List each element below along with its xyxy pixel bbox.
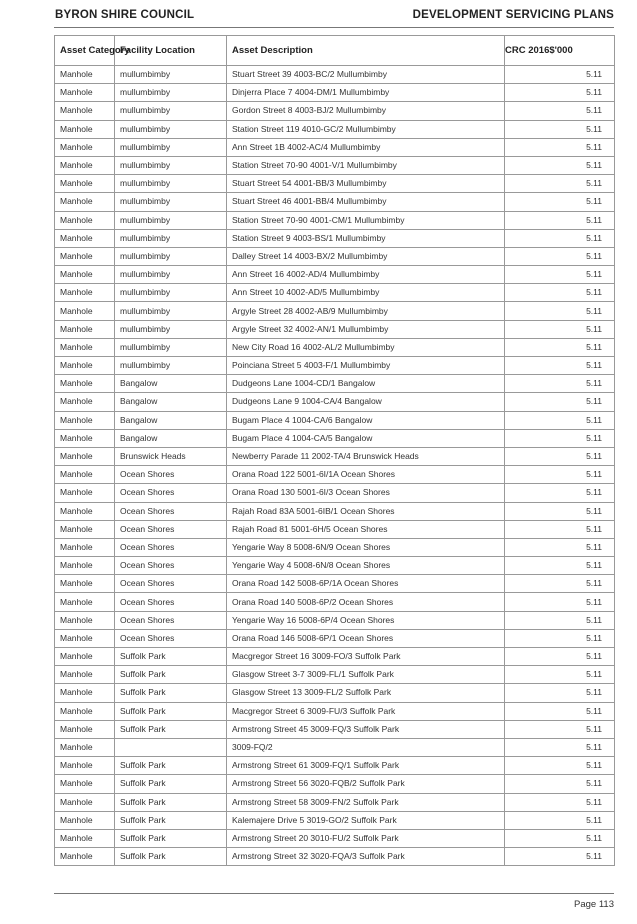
cell-crc: 5.11 (505, 702, 615, 720)
cell-location: Bangalow (115, 429, 227, 447)
table-row (55, 502, 615, 520)
cell-description: Armstrong Street 58 3009-FN/2 Suffolk Park (227, 793, 505, 811)
table-row (55, 284, 615, 302)
cell-crc: 5.11 (505, 666, 615, 684)
cell-crc: 5.11 (505, 593, 615, 611)
cell-category: Manhole (55, 84, 115, 102)
cell-category: Manhole (55, 702, 115, 720)
cell-category: Manhole (55, 466, 115, 484)
document-title: DEVELOPMENT SERVICING PLANS (412, 9, 614, 21)
cell-category: Manhole (55, 375, 115, 393)
cell-description: Macgregor Street 16 3009-FO/3 Suffolk Park (227, 648, 505, 666)
cell-description: Glasgow Street 13 3009-FL/2 Suffolk Park (227, 684, 505, 702)
cell-category: Manhole (55, 629, 115, 647)
cell-category: Manhole (55, 684, 115, 702)
cell-location: Ocean Shores (115, 611, 227, 629)
cell-crc: 5.11 (505, 393, 615, 411)
cell-location: Suffolk Park (115, 775, 227, 793)
cell-description: Rajah Road 81 5001-6H/5 Ocean Shores (227, 520, 505, 538)
cell-location: Bangalow (115, 393, 227, 411)
table-row (55, 411, 615, 429)
table-row (55, 484, 615, 502)
table-row (55, 793, 615, 811)
cell-location: mullumbimby (115, 66, 227, 84)
cell-location: Suffolk Park (115, 666, 227, 684)
cell-description: Orana Road 122 5001-6I/1A Ocean Shores (227, 466, 505, 484)
cell-crc: 5.11 (505, 757, 615, 775)
cell-description: Rajah Road 83A 5001-6IB/1 Ocean Shores (227, 502, 505, 520)
cell-description: Orana Road 146 5008-6P/1 Ocean Shores (227, 629, 505, 647)
cell-crc: 5.11 (505, 720, 615, 738)
cell-description: Kalemajere Drive 5 3019-GO/2 Suffolk Park (227, 811, 505, 829)
cell-description: Orana Road 140 5008-6P/2 Ocean Shores (227, 593, 505, 611)
cell-description: Poinciana Street 5 4003-F/1 Mullumbimby (227, 357, 505, 375)
cell-category: Manhole (55, 411, 115, 429)
cell-location: mullumbimby (115, 175, 227, 193)
cell-location: mullumbimby (115, 266, 227, 284)
cell-crc: 5.11 (505, 793, 615, 811)
cell-crc: 5.11 (505, 848, 615, 866)
cell-crc: 5.11 (505, 429, 615, 447)
cell-crc: 5.11 (505, 120, 615, 138)
cell-crc: 5.11 (505, 611, 615, 629)
table-row (55, 811, 615, 829)
cell-category: Manhole (55, 538, 115, 556)
cell-location: mullumbimby (115, 84, 227, 102)
cell-category: Manhole (55, 102, 115, 120)
table-row (55, 302, 615, 320)
cell-crc: 5.11 (505, 502, 615, 520)
cell-location: Ocean Shores (115, 538, 227, 556)
table-row (55, 848, 615, 866)
cell-description: Argyle Street 28 4002-AB/9 Mullumbimby (227, 302, 505, 320)
cell-crc: 5.11 (505, 811, 615, 829)
table-row (55, 447, 615, 465)
cell-crc: 5.11 (505, 138, 615, 156)
cell-category: Manhole (55, 138, 115, 156)
column-header-category: Asset Category (55, 36, 115, 66)
cell-location: Suffolk Park (115, 848, 227, 866)
cell-location: mullumbimby (115, 138, 227, 156)
cell-location: mullumbimby (115, 193, 227, 211)
cell-crc: 5.11 (505, 575, 615, 593)
cell-location: mullumbimby (115, 320, 227, 338)
cell-crc: 5.11 (505, 629, 615, 647)
cell-crc: 5.11 (505, 338, 615, 356)
cell-crc: 5.11 (505, 375, 615, 393)
table-row (55, 66, 615, 84)
cell-location: mullumbimby (115, 211, 227, 229)
cell-description: Ann Street 1B 4002-AC/4 Mullumbimby (227, 138, 505, 156)
cell-description: Armstrong Street 56 3020-FQB/2 Suffolk Park (227, 775, 505, 793)
header-divider (54, 27, 614, 28)
cell-crc: 5.11 (505, 829, 615, 847)
table-row (55, 684, 615, 702)
cell-crc: 5.11 (505, 520, 615, 538)
cell-location: mullumbimby (115, 284, 227, 302)
table-row (55, 357, 615, 375)
table-row (55, 320, 615, 338)
table-row (55, 538, 615, 556)
cell-location: Brunswick Heads (115, 447, 227, 465)
cell-description: Dudgeons Lane 9 1004-CA/4 Bangalow (227, 393, 505, 411)
cell-category: Manhole (55, 193, 115, 211)
cell-location: Ocean Shores (115, 502, 227, 520)
table-row (55, 429, 615, 447)
table-row (55, 211, 615, 229)
cell-description: Station Street 119 4010-GC/2 Mullumbimby (227, 120, 505, 138)
table-row (55, 375, 615, 393)
cell-location: mullumbimby (115, 357, 227, 375)
cell-crc: 5.11 (505, 229, 615, 247)
cell-category: Manhole (55, 393, 115, 411)
cell-category: Manhole (55, 738, 115, 756)
cell-crc: 5.11 (505, 775, 615, 793)
cell-location: Suffolk Park (115, 720, 227, 738)
cell-category: Manhole (55, 484, 115, 502)
cell-category: Manhole (55, 120, 115, 138)
cell-crc: 5.11 (505, 357, 615, 375)
cell-category: Manhole (55, 156, 115, 174)
cell-crc: 5.11 (505, 738, 615, 756)
table-row (55, 720, 615, 738)
cell-crc: 5.11 (505, 247, 615, 265)
cell-location: Ocean Shores (115, 593, 227, 611)
table-row (55, 775, 615, 793)
cell-category: Manhole (55, 502, 115, 520)
table-row (55, 247, 615, 265)
cell-location: mullumbimby (115, 156, 227, 174)
cell-description: Stuart Street 54 4001-BB/3 Mullumbimby (227, 175, 505, 193)
table-row (55, 575, 615, 593)
cell-category: Manhole (55, 520, 115, 538)
cell-description: Argyle Street 32 4002-AN/1 Mullumbimby (227, 320, 505, 338)
cell-crc: 5.11 (505, 466, 615, 484)
cell-category: Manhole (55, 320, 115, 338)
cell-description: Armstrong Street 32 3020-FQA/3 Suffolk Park (227, 848, 505, 866)
table-row (55, 829, 615, 847)
cell-crc: 5.11 (505, 557, 615, 575)
table-row (55, 757, 615, 775)
cell-crc: 5.11 (505, 447, 615, 465)
cell-category: Manhole (55, 757, 115, 775)
table-row (55, 648, 615, 666)
table-header-row (55, 36, 615, 66)
cell-description: Ann Street 10 4002-AD/5 Mullumbimby (227, 284, 505, 302)
cell-location: Ocean Shores (115, 629, 227, 647)
cell-crc: 5.11 (505, 538, 615, 556)
table-row (55, 466, 615, 484)
cell-description: Armstrong Street 45 3009-FQ/3 Suffolk Park (227, 720, 505, 738)
table-body (55, 66, 615, 866)
cell-description: Yengarie Way 8 5008-6N/9 Ocean Shores (227, 538, 505, 556)
table-row (55, 266, 615, 284)
cell-description: Gordon Street 8 4003-BJ/2 Mullumbimby (227, 102, 505, 120)
cell-category: Manhole (55, 811, 115, 829)
cell-description: Yengarie Way 4 5008-6N/8 Ocean Shores (227, 557, 505, 575)
cell-description: Orana Road 142 5008-6P/1A Ocean Shores (227, 575, 505, 593)
cell-description: Stuart Street 39 4003-BC/2 Mullumbimby (227, 66, 505, 84)
cell-category: Manhole (55, 775, 115, 793)
cell-category: Manhole (55, 720, 115, 738)
table-row (55, 193, 615, 211)
cell-description: Orana Road 130 5001-6I/3 Ocean Shores (227, 484, 505, 502)
cell-category: Manhole (55, 611, 115, 629)
cell-location: Suffolk Park (115, 757, 227, 775)
cell-location: Suffolk Park (115, 702, 227, 720)
column-header-location: Facility Location (115, 36, 227, 66)
cell-category: Manhole (55, 429, 115, 447)
cell-crc: 5.11 (505, 193, 615, 211)
cell-description: Armstrong Street 20 3010-FU/2 Suffolk Park (227, 829, 505, 847)
cell-description: Yengarie Way 16 5008-6P/4 Ocean Shores (227, 611, 505, 629)
cell-description: Bugam Place 4 1004-CA/6 Bangalow (227, 411, 505, 429)
cell-crc: 5.11 (505, 266, 615, 284)
cell-location: Bangalow (115, 375, 227, 393)
cell-category: Manhole (55, 848, 115, 866)
cell-location: Ocean Shores (115, 484, 227, 502)
cell-category: Manhole (55, 247, 115, 265)
cell-crc: 5.11 (505, 84, 615, 102)
cell-location: mullumbimby (115, 302, 227, 320)
cell-description: Dinjerra Place 7 4004-DM/1 Mullumbimby (227, 84, 505, 102)
cell-category: Manhole (55, 829, 115, 847)
cell-crc: 5.11 (505, 66, 615, 84)
table-row (55, 84, 615, 102)
cell-description: Station Street 70-90 4001-CM/1 Mullumbimby (227, 211, 505, 229)
council-name: BYRON SHIRE COUNCIL (55, 9, 195, 21)
cell-category: Manhole (55, 648, 115, 666)
cell-description: Stuart Street 46 4001-BB/4 Mullumbimby (227, 193, 505, 211)
cell-category: Manhole (55, 284, 115, 302)
cell-description: Glasgow Street 3-7 3009-FL/1 Suffolk Park (227, 666, 505, 684)
cell-crc: 5.11 (505, 302, 615, 320)
cell-category: Manhole (55, 211, 115, 229)
cell-location: Ocean Shores (115, 557, 227, 575)
cell-description: Dalley Street 14 4003-BX/2 Mullumbimby (227, 247, 505, 265)
table-row (55, 738, 615, 756)
cell-location: Ocean Shores (115, 575, 227, 593)
cell-category: Manhole (55, 557, 115, 575)
cell-location (115, 738, 227, 756)
cell-category: Manhole (55, 175, 115, 193)
cell-description: New City Road 16 4002-AL/2 Mullumbimby (227, 338, 505, 356)
table-row (55, 338, 615, 356)
cell-category: Manhole (55, 338, 115, 356)
cell-location: mullumbimby (115, 120, 227, 138)
cell-location: Bangalow (115, 411, 227, 429)
cell-description: Dudgeons Lane 1004-CD/1 Bangalow (227, 375, 505, 393)
cell-location: mullumbimby (115, 102, 227, 120)
cell-location: Suffolk Park (115, 648, 227, 666)
cell-location: Suffolk Park (115, 811, 227, 829)
cell-category: Manhole (55, 575, 115, 593)
cell-crc: 5.11 (505, 320, 615, 338)
cell-location: mullumbimby (115, 338, 227, 356)
table-row (55, 120, 615, 138)
cell-category: Manhole (55, 666, 115, 684)
cell-location: mullumbimby (115, 229, 227, 247)
footer-divider (54, 893, 614, 894)
column-header-description: Asset Description (227, 36, 505, 66)
cell-location: Suffolk Park (115, 793, 227, 811)
table-row (55, 702, 615, 720)
table-row (55, 593, 615, 611)
cell-category: Manhole (55, 302, 115, 320)
asset-table (54, 35, 615, 866)
cell-location: Ocean Shores (115, 520, 227, 538)
table-row (55, 611, 615, 629)
cell-description: Armstrong Street 61 3009-FQ/1 Suffolk Park (227, 757, 505, 775)
cell-crc: 5.11 (505, 211, 615, 229)
cell-location: mullumbimby (115, 247, 227, 265)
cell-crc: 5.11 (505, 684, 615, 702)
cell-crc: 5.11 (505, 175, 615, 193)
cell-location: Suffolk Park (115, 684, 227, 702)
column-header-crc: CRC 2016$'000 (505, 36, 615, 66)
page-number: Page 113 (574, 899, 614, 910)
cell-crc: 5.11 (505, 484, 615, 502)
cell-description: Station Street 70-90 4001-V/1 Mullumbimby (227, 156, 505, 174)
cell-description: Ann Street 16 4002-AD/4 Mullumbimby (227, 266, 505, 284)
cell-category: Manhole (55, 229, 115, 247)
cell-description: Station Street 9 4003-BS/1 Mullumbimby (227, 229, 505, 247)
cell-crc: 5.11 (505, 284, 615, 302)
cell-crc: 5.11 (505, 156, 615, 174)
table-row (55, 229, 615, 247)
cell-description: Macgregor Street 6 3009-FU/3 Suffolk Park (227, 702, 505, 720)
cell-category: Manhole (55, 593, 115, 611)
cell-location: Ocean Shores (115, 466, 227, 484)
table-row (55, 138, 615, 156)
cell-crc: 5.11 (505, 648, 615, 666)
cell-category: Manhole (55, 266, 115, 284)
cell-category: Manhole (55, 793, 115, 811)
table-row (55, 666, 615, 684)
table-row (55, 175, 615, 193)
cell-category: Manhole (55, 357, 115, 375)
table-row (55, 557, 615, 575)
cell-category: Manhole (55, 447, 115, 465)
cell-crc: 5.11 (505, 411, 615, 429)
cell-category: Manhole (55, 66, 115, 84)
cell-description: Newberry Parade 11 2002-TA/4 Brunswick Heads (227, 447, 505, 465)
table-row (55, 156, 615, 174)
cell-description: Bugam Place 4 1004-CA/5 Bangalow (227, 429, 505, 447)
table-row (55, 520, 615, 538)
cell-crc: 5.11 (505, 102, 615, 120)
table-row (55, 102, 615, 120)
table-row (55, 629, 615, 647)
cell-description: 3009-FQ/2 (227, 738, 505, 756)
table-row (55, 393, 615, 411)
cell-location: Suffolk Park (115, 829, 227, 847)
